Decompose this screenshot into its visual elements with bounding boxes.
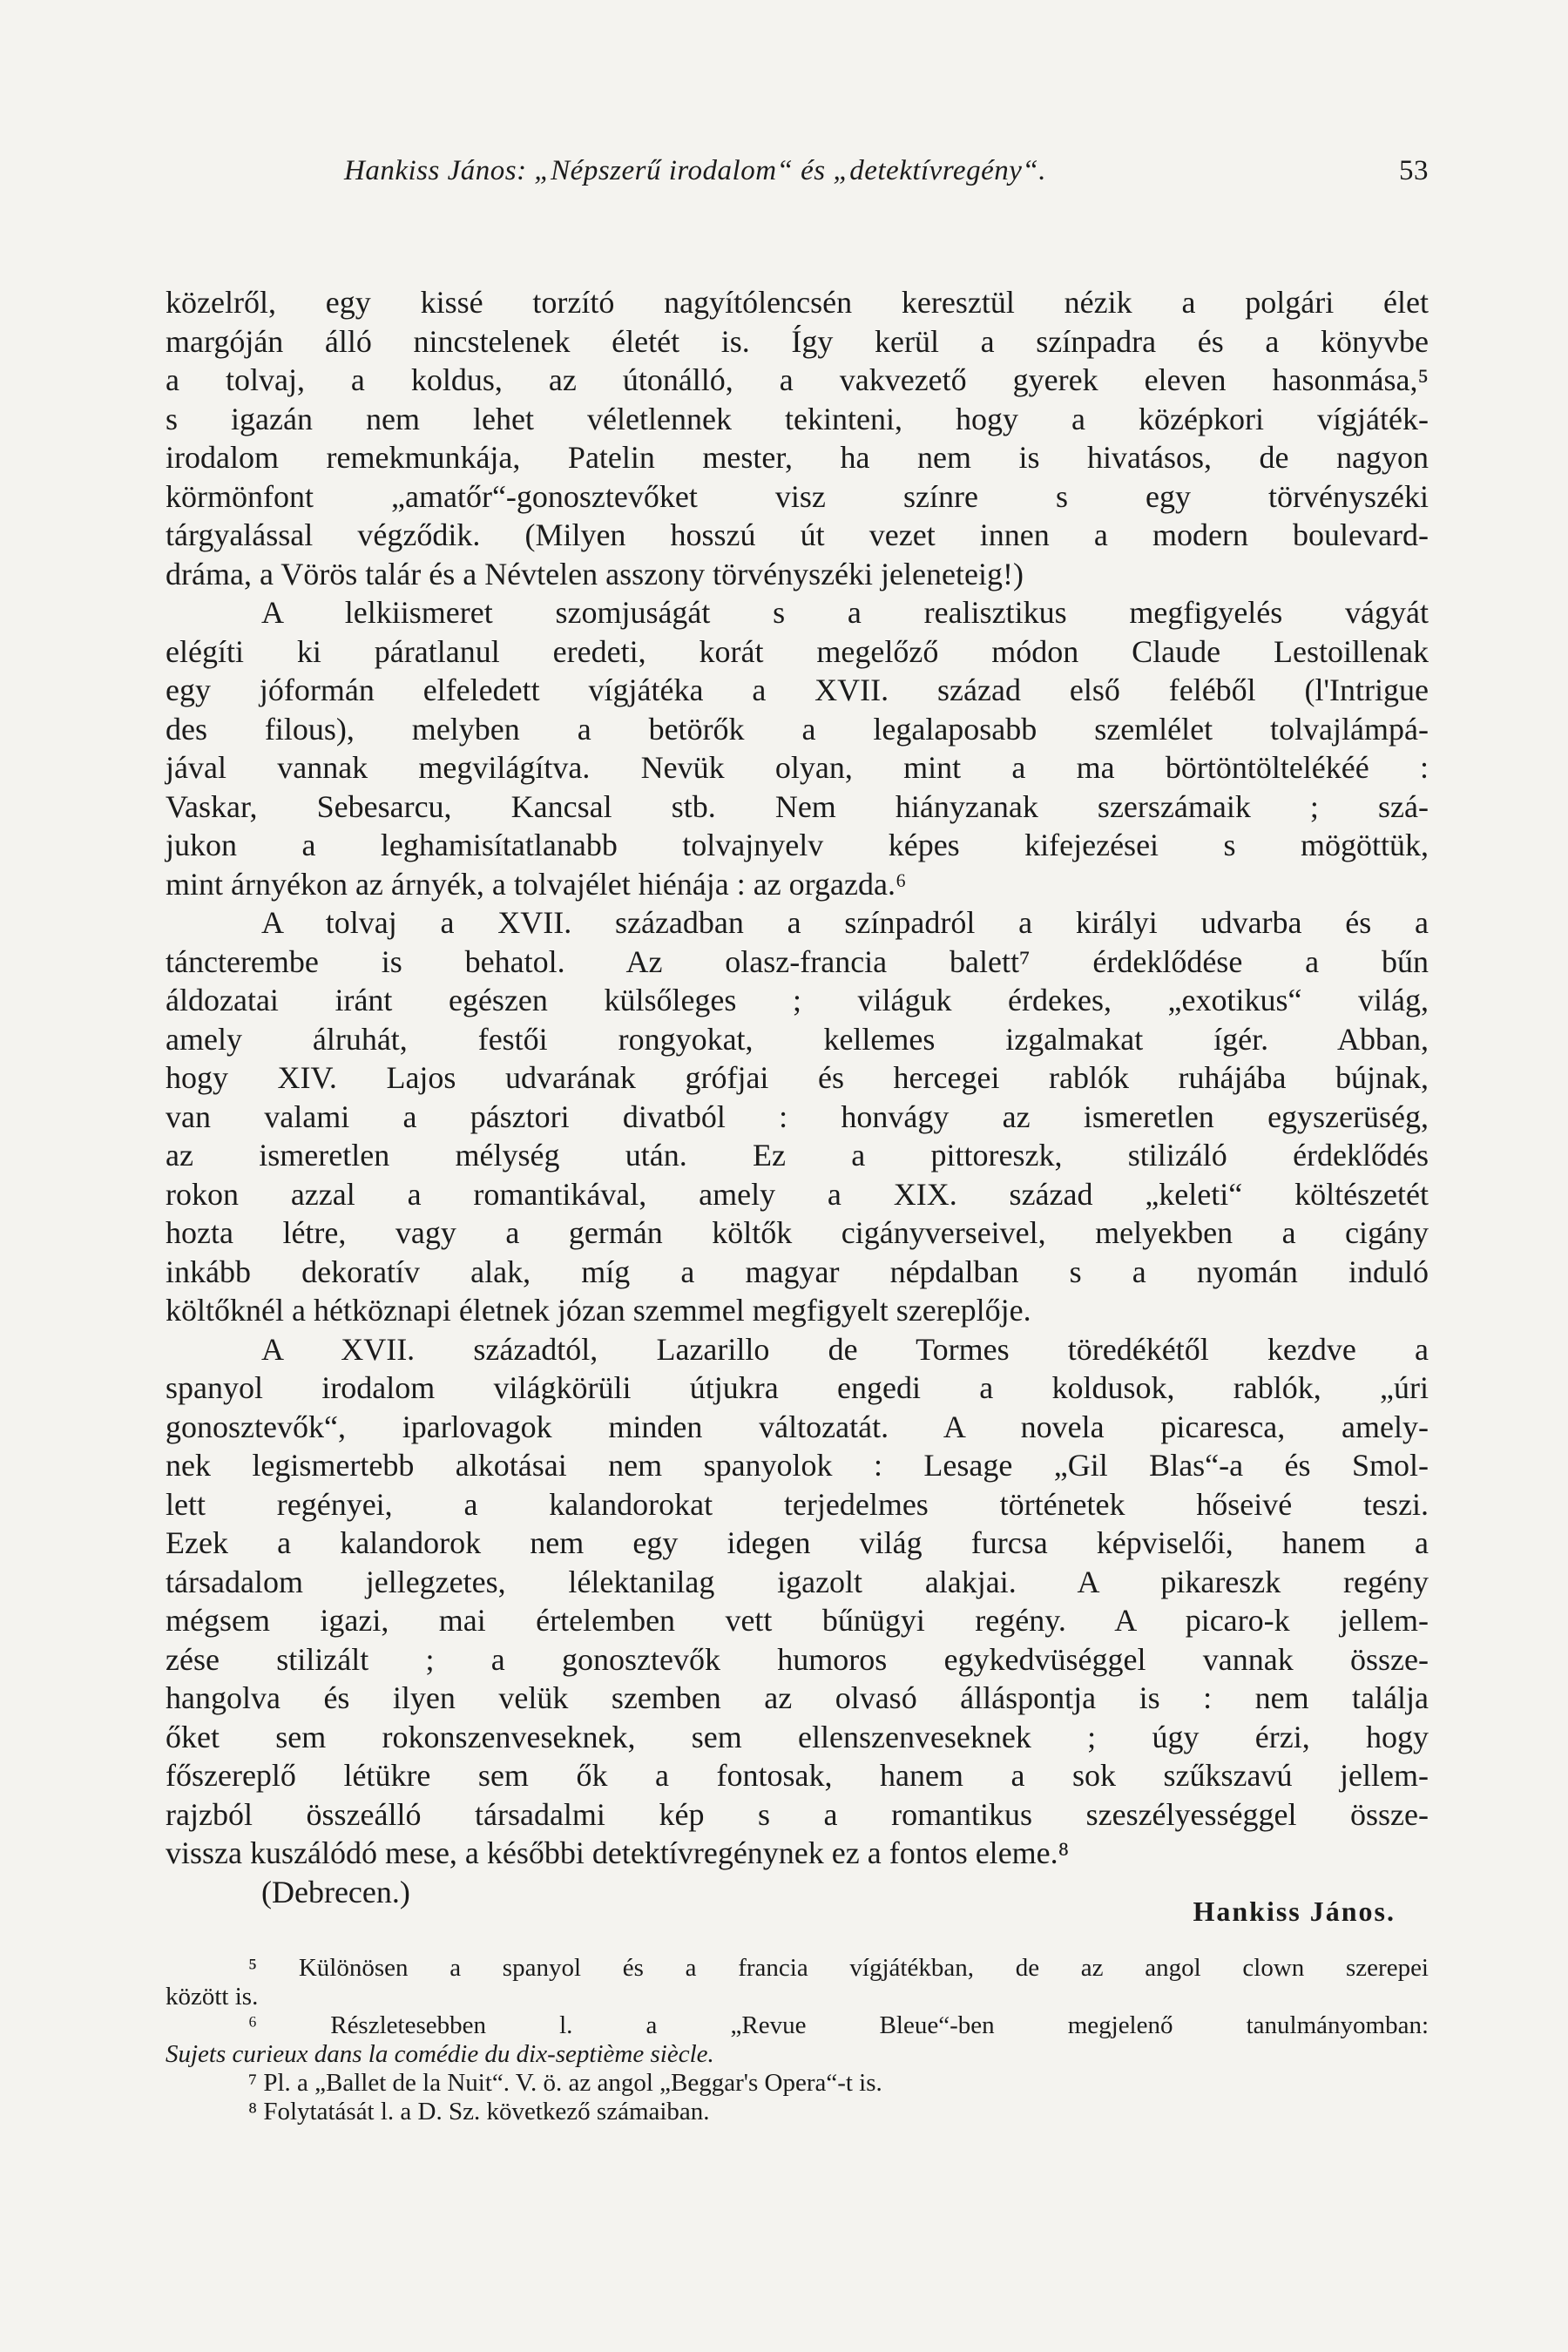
text-line: Vaskar, Sebesarcu, Kancsal stb. Nem hiányzanak szerszámaik ; szá- <box>166 788 1429 824</box>
text-line: rokon azzal a romantikával, amely a XIX. század „keleti“ költészetét <box>166 1176 1429 1212</box>
text-line: költőknél a hétköznapi életnek józan szemmel megfigyelt szereplője. <box>166 1293 1031 1328</box>
article-body <box>166 283 1429 1925</box>
text-line: hozta létre, vagy a germán költők cigányverseivel, melyekben a cigány <box>166 1215 1429 1250</box>
signature-author: Hankiss János. <box>1193 1895 1396 1927</box>
text-line: körmönfont „amatőr“-gonosztevőket visz színre s egy törvényszéki <box>166 478 1429 514</box>
text-line: táncterembe is behatol. Az olasz-francia balett⁷ érdeklődése a bűn <box>166 943 1429 979</box>
text-line: főszereplő létükre sem ők a fontosak, hanem a sok szűkszavú jellem- <box>166 1758 1429 1793</box>
text-line: lett regényei, a kalandorokat terjedelmes történetek hőseivé teszi. <box>166 1486 1429 1522</box>
text-line: nek legismertebb alkotásai nem spanyolok : Lesage „Gil Blas“-a és Smol- <box>166 1448 1429 1483</box>
footnote-line: ⁷ Pl. a „Ballet de la Nuit“. V. ö. az angol „Beggar's Opera“-t is. <box>248 2069 882 2097</box>
text-line: A lelkiismeret szomjuságát s a realisztikus megfigyelés vágyát <box>261 595 1429 630</box>
text-line: a tolvaj, a koldus, az útonálló, a vakvezető gyerek eleven hasonmása,⁵ <box>166 362 1429 397</box>
text-line: mint árnyékon az árnyék, a tolvajélet hiénája : az orgazda.⁶ <box>166 866 907 902</box>
text-line: margóján álló nincstelenek életét is. Így kerül a színpadra és a könyvbe <box>166 323 1429 359</box>
signature-place: (Debrecen.) <box>261 1874 410 1909</box>
text-line: gonosztevők“, iparlovagok minden változatát. A novela picaresca, amely- <box>166 1409 1429 1444</box>
text-line: jával vannak megvilágítva. Nevük olyan, mint a ma börtöntöltelékéé : <box>166 750 1429 785</box>
text-line: elégíti ki páratlanul eredeti, korát megelőző módon Claude Lestoillenak <box>166 633 1429 669</box>
text-line: áldozatai iránt egészen külsőleges ; világuk érdekes, „exotikus“ világ, <box>166 983 1429 1017</box>
text-line: A XVII. századtól, Lazarillo de Tormes töredékétől kezdve a <box>261 1331 1429 1367</box>
footnote-line: ⁸ Folytatását l. a D. Sz. következő számaiban. <box>248 2098 710 2126</box>
text-line: irodalom remekmunkája, Patelin mester, ha nem is hivatásos, de nagyon <box>166 440 1429 475</box>
footnote-line: ⁶ Részletesebben l. a „Revue Bleue“-ben megjelenő tanulmányomban: <box>248 2011 1429 2039</box>
footnote-line: Sujets curieux dans la comédie du dix-septième siècle. <box>166 2040 714 2068</box>
signature-block <box>166 1873 1429 1925</box>
text-line: hangolva és ilyen velük szemben az olvasó álláspontja is : nem találja <box>166 1680 1429 1715</box>
footnotes <box>166 1954 1429 2126</box>
text-line: spanyol irodalom világkörüli útjukra engedi a koldusok, rablók, „úri <box>166 1370 1429 1405</box>
text-line: amely álruhát, festői rongyokat, kellemes izgalmakat ígér. Abban, <box>166 1021 1429 1057</box>
text-line: zése stilizált ; a gonosztevők humoros egykedvüséggel vannak össze- <box>166 1641 1429 1677</box>
text-line: őket sem rokonszenveseknek, sem ellenszenveseknek ; úgy érzi, hogy <box>166 1719 1429 1754</box>
text-line: des filous), melyben a betörők a legalaposabb szemlélet tolvajlámpá- <box>166 711 1429 747</box>
text-line: van valami a pásztori divatból : honvágy az ismeretlen egyszerüség, <box>166 1098 1429 1134</box>
text-line: A tolvaj a XVII. században a színpadról a királyi udvarba és a <box>261 905 1429 940</box>
text-line: Ezek a kalandorok nem egy idegen világ furcsa képviselői, hanem a <box>166 1525 1429 1560</box>
text-line: tárgyalással végződik. (Milyen hosszú út vezet innen a modern boulevard- <box>166 517 1429 552</box>
text-line: rajzból összeálló társadalmi kép s a romantikus szeszélyességgel össze- <box>166 1796 1429 1832</box>
text-line: az ismeretlen mélység után. Ez a pittoreszk, stilizáló érdeklődés <box>166 1138 1429 1173</box>
text-line: dráma, a Vörös talár és a Névtelen asszony törvényszéki jeleneteig!) <box>166 556 1024 591</box>
text-line: vissza kuszálódó mese, a későbbi detektívregénynek ez a fontos eleme.⁸ <box>166 1835 1070 1870</box>
text-line: jukon a leghamisítatlanabb tolvajnyelv képes kifejezései s mögöttük, <box>166 828 1429 862</box>
running-header <box>174 155 1429 199</box>
text-line: inkább dekoratív alak, míg a magyar népdalban s a nyomán induló <box>166 1254 1429 1289</box>
text-line: mégsem igazi, mai értelemben vett bűnügyi regény. A picaro-k jellem- <box>166 1603 1429 1638</box>
footnote-line: ⁵ Különösen a spanyol és a francia vígjátékban, de az angol clown szerepei <box>248 1954 1429 1982</box>
text-line: közelről, egy kissé torzító nagyítólencsén keresztül nézik a polgári élet <box>166 285 1429 320</box>
running-header-title: Hankiss János: „Népszerű irodalom“ és „detektívregény“. <box>344 155 1046 186</box>
text-line: hogy XIV. Lajos udvarának grófjai és hercegei rablók ruhájába bújnak, <box>166 1060 1429 1095</box>
text-line: társadalom jellegzetes, lélektanilag igazolt alakjai. A pikareszk regény <box>166 1564 1429 1599</box>
page-number: 53 <box>1399 155 1429 186</box>
footnote-line: között is. <box>166 1983 259 2011</box>
text-line: egy jóformán elfeledett vígjátéka a XVII. század első feléből (l'Intrigue <box>166 672 1429 707</box>
text-line: s igazán nem lehet véletlennek tekinteni, hogy a középkori vígjáték- <box>166 401 1429 436</box>
